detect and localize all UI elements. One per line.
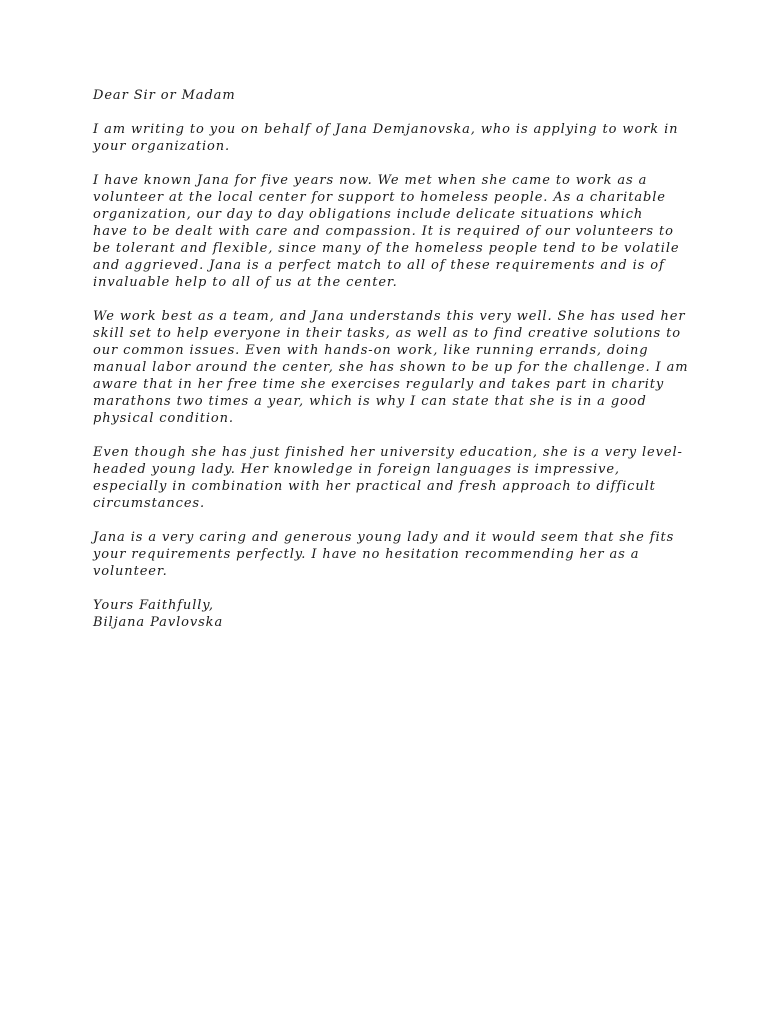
paragraph-line: We work best as a team, and Jana understands this very well. She has used her [93, 309, 686, 324]
paragraph-line: I am writing to you on behalf of Jana Demjanovska, who is applying to work in [93, 122, 679, 137]
letter-body [93, 87, 693, 631]
signature: Biljana Pavlovska [93, 615, 224, 630]
paragraph-line: volunteer. [93, 564, 168, 579]
paragraph-line: organization, our day to day obligations include delicate situations which [93, 207, 644, 222]
paragraph-line: marathons two times a year, which is why I can state that she is in a good [93, 394, 647, 409]
paragraph-line: circumstances. [93, 496, 206, 511]
paragraph-line: your requirements perfectly. I have no hesitation recommending her as a [93, 547, 640, 562]
paragraph [93, 529, 693, 580]
paragraph-line: invaluable help to all of us at the center. [93, 275, 398, 290]
paragraph-line: have to be dealt with care and compassion. It is required of our volunteers to [93, 224, 674, 239]
paragraph [93, 172, 693, 291]
paragraph-line: skill set to help everyone in their tasks, as well as to find creative solutions to [93, 326, 681, 341]
paragraph-line: Even though she has just finished her university education, she is a very level- [93, 445, 683, 460]
paragraph [93, 308, 693, 427]
paragraph-line: and aggrieved. Jana is a perfect match to all of these requirements and is of [93, 258, 665, 273]
paragraph-line: Jana is a very caring and generous young lady and it would seem that she fits [93, 530, 675, 545]
paragraph-line: our common issues. Even with hands-on work, like running errands, doing [93, 343, 649, 358]
paragraph-line: especially in combination with her practical and fresh approach to difficult [93, 479, 656, 494]
paragraph-line: headed young lady. Her knowledge in foreign languages is impressive, [93, 462, 620, 477]
paragraph-line: manual labor around the center, she has shown to be up for the challenge. I am [93, 360, 689, 375]
salutation: Dear Sir or Madam [93, 88, 236, 103]
paragraph-line: aware that in her free time she exercises regularly and takes part in charity [93, 377, 665, 392]
closing: Yours Faithfully, [93, 598, 214, 613]
paragraph-line: be tolerant and flexible, since many of the homeless people tend to be volatile [93, 241, 680, 256]
paragraph-line: I have known Jana for five years now. We met when she came to work as a [93, 173, 648, 188]
paragraph-line: volunteer at the local center for support to homeless people. As a charitable [93, 190, 666, 205]
paragraph [93, 121, 693, 155]
paragraph-line: physical condition. [93, 411, 234, 426]
paragraph-line: your organization. [93, 139, 231, 154]
paragraph [93, 444, 693, 512]
